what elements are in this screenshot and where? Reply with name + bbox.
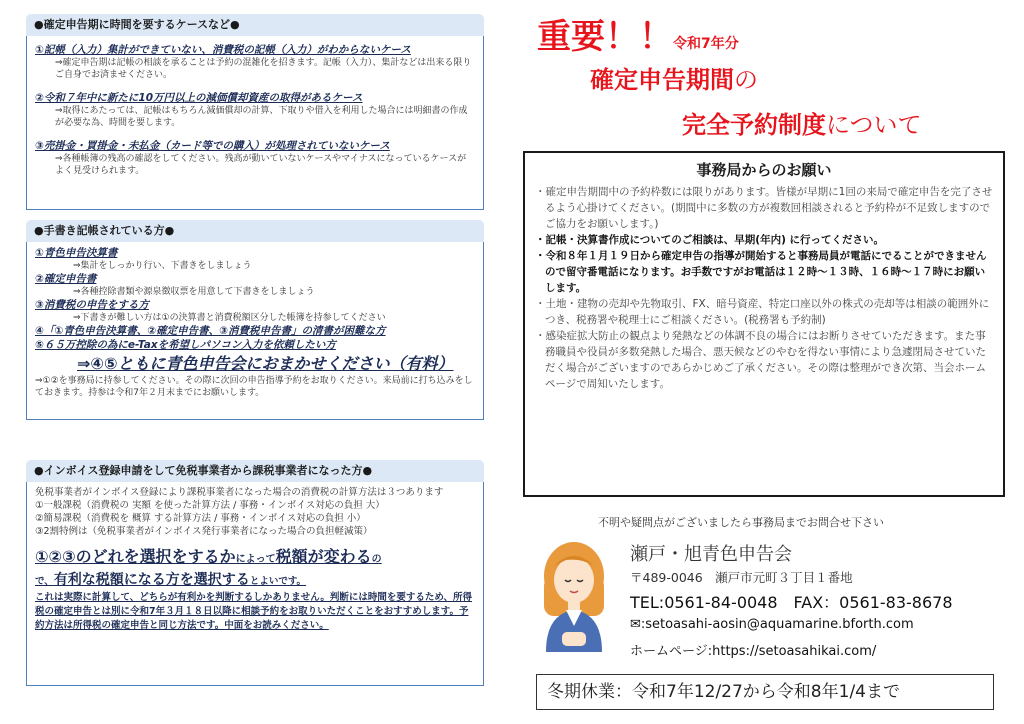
panel-heading: ●手書き記帳されている方● xyxy=(26,220,484,242)
org-name: 瀬戸・旭青色申告会 xyxy=(630,544,792,565)
case-note-2: ⇒取得にあたっては、記帳はもちろん減価償却の計算、下取りや借入を利用した場合には明細書の作成が必要な為、時間を要します。 xyxy=(55,106,468,128)
invoice-line-3: ②簡易課税（消費税を 概算 する計算方法 / 事務・インボイス対応の負担 小） xyxy=(35,513,366,524)
case-note-1: ⇒確定申告期は記帳の相談を承ることは予約の混雑化を招きます。記帳（入力）、集計などは出来る限りご自身でお済ませください。 xyxy=(55,58,472,80)
panel-body xyxy=(26,242,484,420)
hw-line-4: ④「①青色申告決算書、②確定申告書、③消費税申告書」の清書が困難な方 xyxy=(35,325,386,337)
title-important xyxy=(537,16,739,65)
case-note-3: ⇒各種帳簿の残高の確認をしてください。残高が動いていないケースやマイナスになっているケースがよく見受けられます。 xyxy=(55,154,467,176)
notice-item: ・令和８年１月１９日から確定申告の指導が開始すると事務局員が電話にでることができませんので留守番電話になります。お手数ですがお電話は１２時～１３時、１６時～１７時にお願いします。 xyxy=(535,250,987,294)
panel-handwritten xyxy=(26,220,484,420)
notice-item: ・確定申告期間中の予約枠数には限りがあります。皆様が早期に1回の来局で確定申告を完了させるよう心掛けてください。(期間中に多数の方が複数回相談されると予約枠が不足致しますのでご協力をお願いします。) xyxy=(535,186,993,230)
invoice-line-4: ③2割特例は（免税事業者がインボイス発行事業者になった場合の負担軽減策） xyxy=(35,526,373,537)
notice-item: ・土地・建物の売却や先物取引、FX、暗号資産、特定口座以外の株式の売却等は相談の範囲外につき、税務署や税理士にご相談ください。(税務署も予約制) xyxy=(535,298,990,326)
hw-title-1: ①青色申告決算書 xyxy=(35,247,118,259)
callout-text: によって xyxy=(235,554,276,565)
callout-text: の xyxy=(371,554,382,565)
hw-title-3: ③消費税の申告をする方 xyxy=(35,299,149,311)
case-title-3: ③売掛金・買掛金・未払金（カード等での購入）が処理されていないケース xyxy=(35,140,390,152)
org-phone-fax: TEL:0561-84-0048 FAX：0561-83-8678 xyxy=(630,593,953,612)
case-title-2: ②令和７年中に新たに10万円以上の減価償却資産の取得があるケース xyxy=(35,92,363,104)
hw-line-5: ⑤６５万控除の為にe-Taxを希望しパソコン入力を依頼したい方 xyxy=(35,339,336,351)
hw-callout: ⇒④⑤ともに青色申告会におまかせください（有料） xyxy=(77,354,454,373)
hw-note-3: ⇒下書きが難しい方は①の決算書と消費税額区分した帳簿を持参してください xyxy=(73,313,386,323)
hw-title-2: ②確定申告書 xyxy=(35,273,97,285)
title-system-text: 完全予約制度 xyxy=(682,111,826,139)
staff-avatar-icon xyxy=(532,536,616,652)
invoice-callout-2 xyxy=(35,571,475,591)
org-email[interactable]: ✉:setoasahi-aosin@aquamarine.bforth.com xyxy=(630,617,914,632)
invoice-callout-1 xyxy=(35,546,475,571)
callout-text: ①②③のどれを選択をするか xyxy=(35,547,236,566)
panel-heading: ●確定申告期に時間を要するケースなど● xyxy=(26,14,484,36)
callout-text: 税額が変わる xyxy=(275,547,372,566)
notice-heading: 事務局からのお願い xyxy=(696,161,832,179)
invoice-line-1: 免税事業者がインボイス登録により課税事業者になった場合の消費税の計算方法は３つあります xyxy=(35,487,444,498)
hw-note-1: ⇒集計をしっかり行い、下書きをしましょう xyxy=(73,261,252,271)
contact-prompt: 不明や疑問点がございましたら事務局までお問合せ下さい xyxy=(598,516,884,529)
title-year: 令和7年分 xyxy=(673,36,739,52)
hw-note-2: ⇒各種控除書類や源泉徴収票を用意して下書きをしましょう xyxy=(73,287,315,297)
title-important-text: 重要！！ xyxy=(537,17,673,57)
notice-item: ・記帳・決算書作成についてのご相談は、早期(年内) に行ってください。 xyxy=(535,234,885,246)
panel-busy-cases xyxy=(26,14,484,210)
notice-item: ・感染症拡大防止の観点より発熱などの体調不良の場合にはお断りさせていただきます。また事務職員や役員が多数発熱した場合、悪天候などのやむを得ない事情により急遽閉局させていただく場合がございますのであらかじめご了承ください。その際は整理ができ次第、当会ホームページで周知いたします。 xyxy=(535,330,986,390)
invoice-line-2: ①一般課税（消費税の 実額 を使った計算方法 / 事務・インボイス対応の負担 大） xyxy=(35,500,385,511)
org-address: 〒489-0046 瀬戸市元町３丁目１番地 xyxy=(630,570,853,585)
title-system xyxy=(682,108,922,142)
case-title-1: ①記帳（入力）集計ができていない、消費税の記帳（入力）がわからないケース xyxy=(35,44,411,56)
panel-heading: ●インボイス登録申請をして免税事業者から課税事業者になった方● xyxy=(26,460,484,482)
hw-footnote: ⇒①②を事務局に持参してください。その際に次回の申告指導予約をお取りください。来局前に打ち込みをしておきます。持参は令和7年２月末までにお願いします。 xyxy=(35,376,473,398)
panel-body xyxy=(26,482,484,686)
panel-invoice xyxy=(26,460,484,686)
callout-text: とよいです。 xyxy=(249,576,307,587)
callout-text: で、 xyxy=(35,576,54,587)
title-particle: の xyxy=(734,66,758,94)
org-homepage-link[interactable]: ホームページ:https://setoasahikai.com/ xyxy=(630,644,877,659)
title-about: について xyxy=(826,111,922,139)
panel-body xyxy=(26,36,484,210)
callout-text: 有利な税額になる方を選択する xyxy=(53,572,250,588)
office-notice-box xyxy=(523,151,1005,497)
title-period-text: 確定申告期間 xyxy=(590,66,734,94)
invoice-advice: これは実際に計算して、どちらが有利かを判断するしかありません。判断には時間を要するため、所得税の確定申告とは別に令和7年３月１８日以降に相談予約をお取りいただくことをおすすめします。予約方法は所得税の確定申告と同じ方法です。中面をお読みください。 xyxy=(35,592,473,631)
winter-holiday-box: 冬期休業：令和7年12/27から令和8年1/4まで xyxy=(536,674,994,710)
title-period xyxy=(590,64,758,96)
